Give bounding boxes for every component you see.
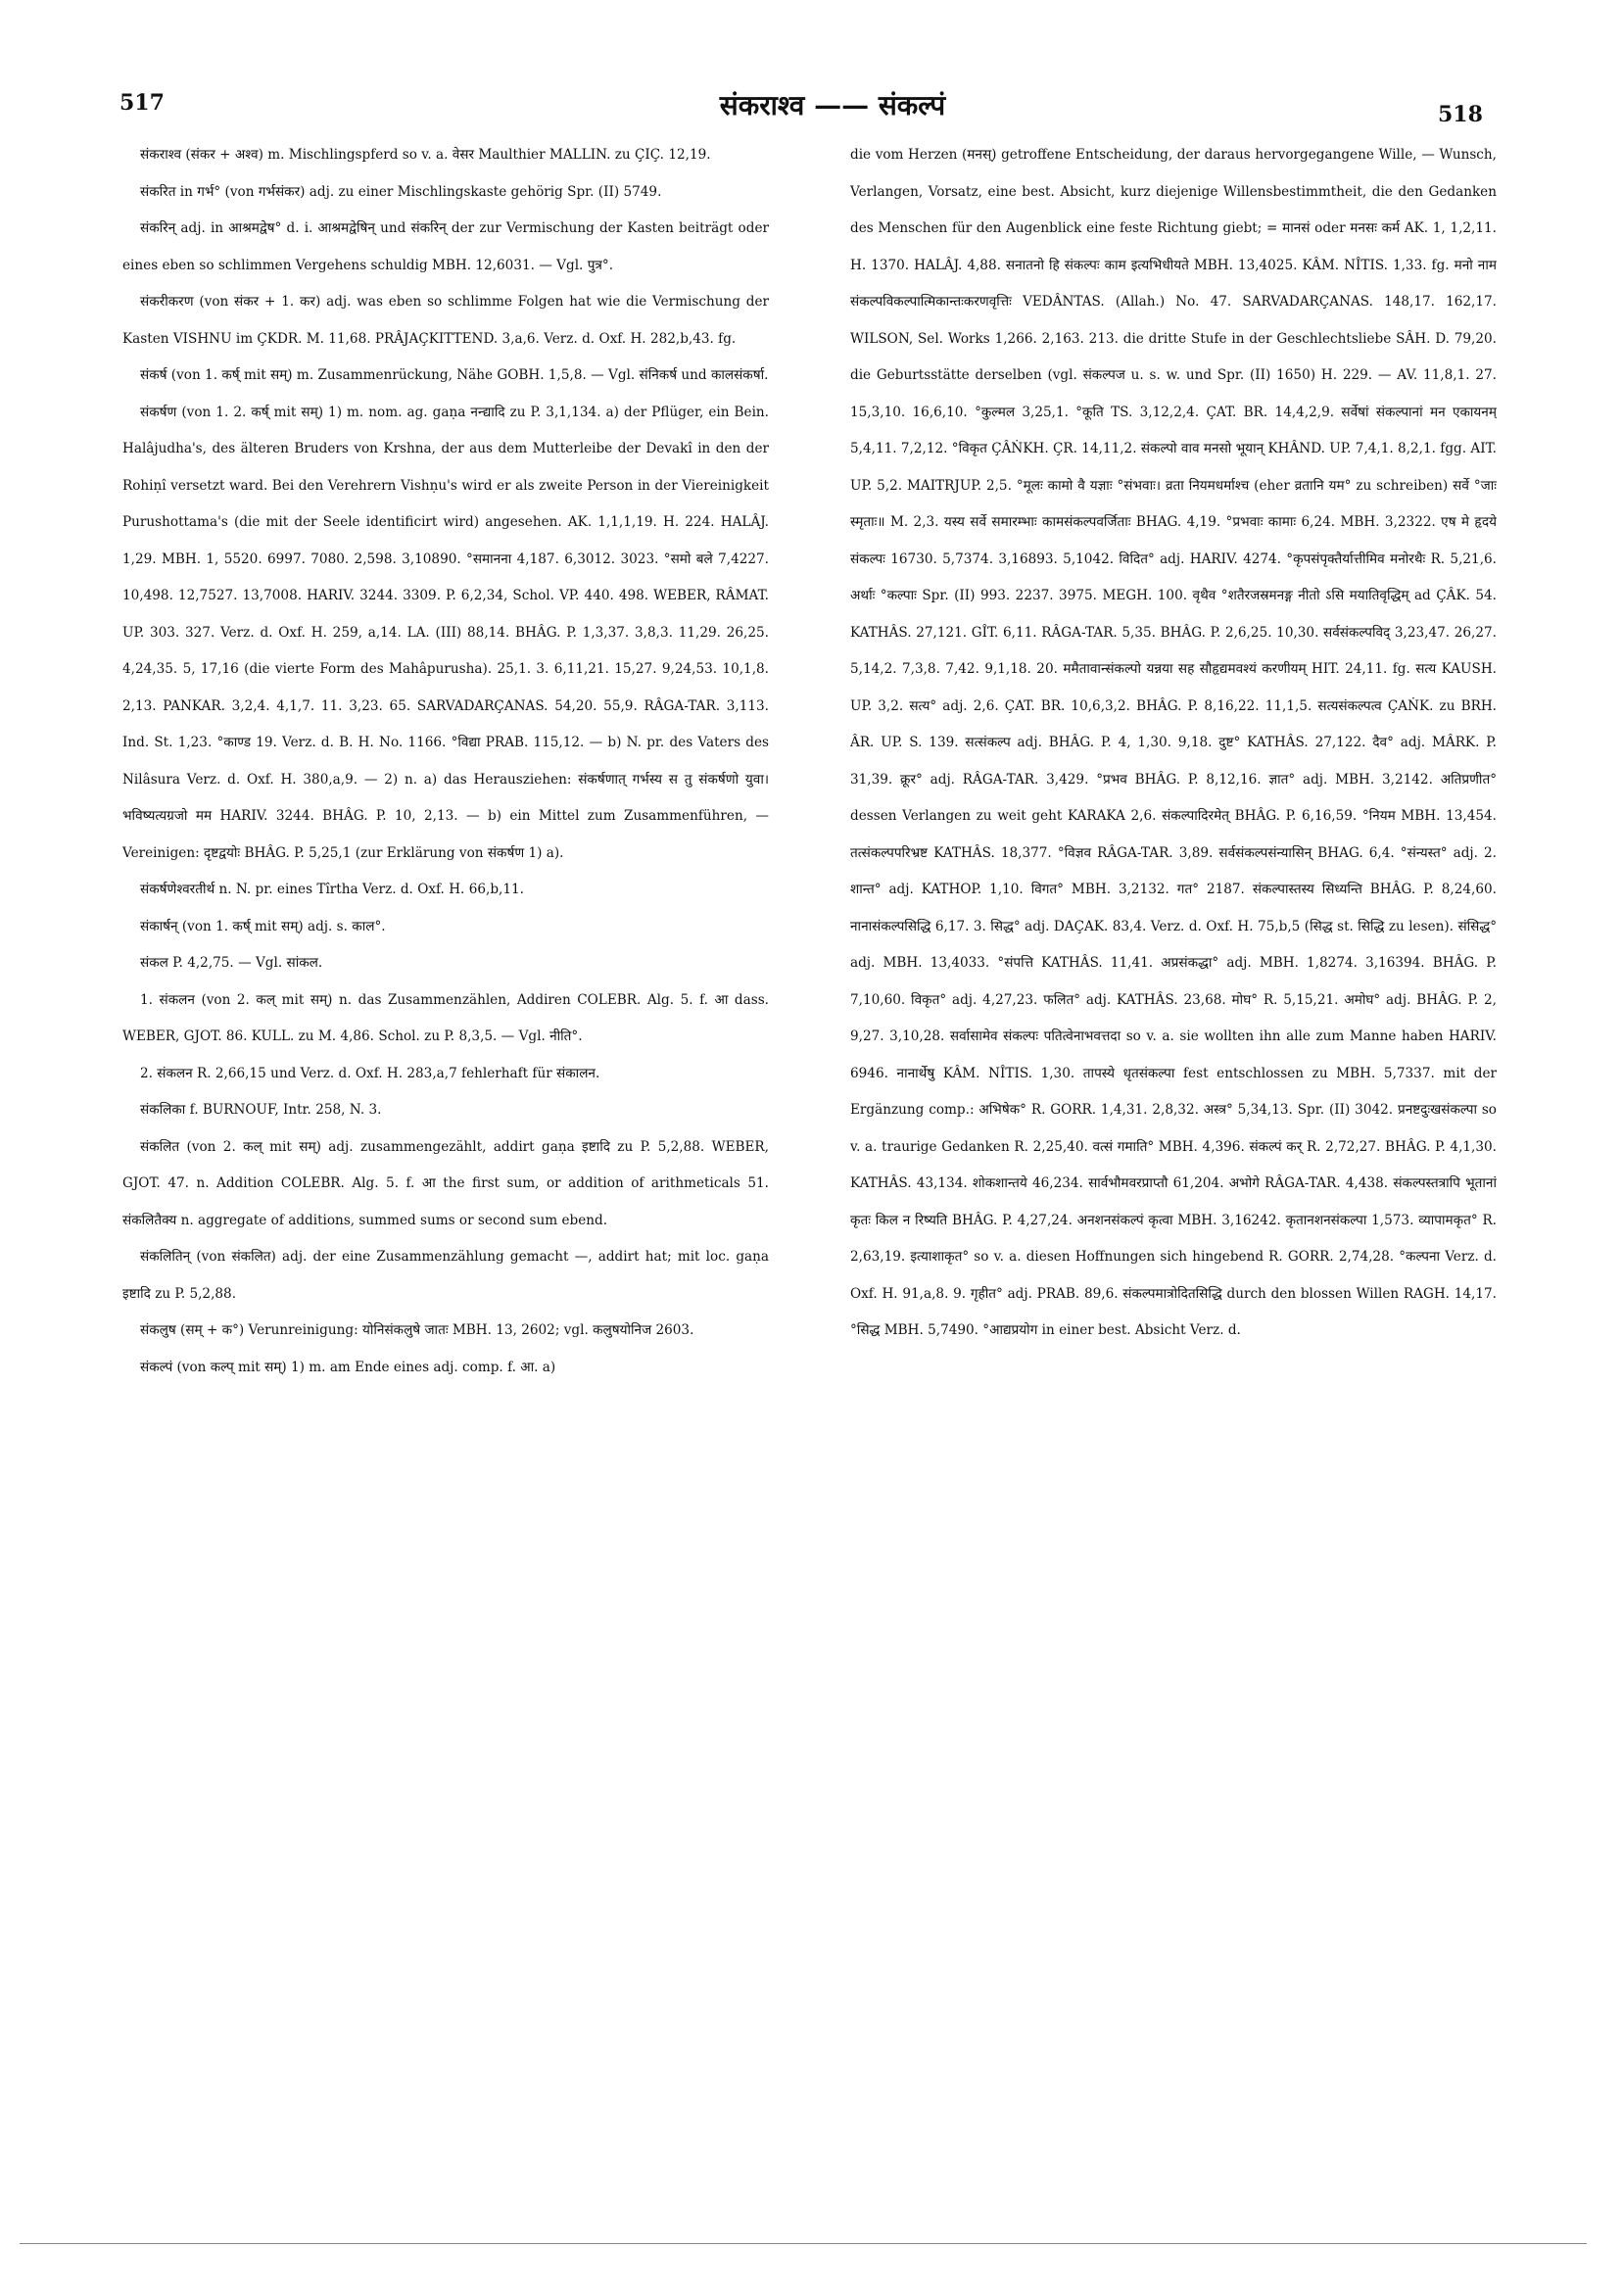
dictionary-entry: संकरित in गर्भ° (von गर्भसंकर) adj. zu einer Mischlingskaste gehörig Spr. (II) 5749. bbox=[140, 183, 662, 200]
dictionary-entry: संकलुष (सम् + क°) Verunreinigung: योनिसंकलुषे जातः MBH. 13, 2602; vgl. कलुषयोनिज 2603. bbox=[140, 1322, 694, 1338]
dictionary-entry: 1. संकलन (von 2. कल् mit सम्) n. das Zusammenzählen, Addiren COLEBR. Alg. 5. f. आ dass. WEBER, GJOT. 86. KULL. zu M. 4,86. Schol. zu P. 8,3,5. — Vgl. नीति°. bbox=[122, 991, 769, 1044]
dictionary-entry: संकर्षण (von 1. 2. कर्ष् mit सम्) 1) m. nom. ag. gaṇa नन्द्यादि zu P. 3,1,134. a) der Pflüger, ein Bein. Halâjudha's, des älteren Bruders von Krshna, der aus dem Mutterleibe der Devakî in den der Rohiṇî versetzt ward. Bei den Verehrern Vishṇu's wird er als zweite Person in der Viereinigkeit Purushottama's (die mit der Seele identificirt wird) angesehen. AK. 1,1,1,19. H. 224. HALÂJ. 1,29. MBH. 1, 5520. 6997. 7080. 2,598. 3,10890. °समानना 4,187. 6,3012. 3023. °समो बले 7,4227. 10,498. 12,7527. 13,7008. HARIV. 3244. 3309. P. 6,2,34, Schol. VP. 440. 498. WEBER, RÂMAT. UP. 303. 327. Verz. d. Oxf. H. 259, a,14. LA. (III) 88,14. BHÂG. P. 1,3,37. 3,8,3. 11,29. 26,25. 4,24,35. 5, 17,16 (die vierte Form des Mahâpurusha). 25,1. 3. 6,11,21. 15,27. 9,24,53. 10,1,8. 2,13. PANKAR. 3,2,4. 4,1,7. 11. 3,23. 65. SARVADARÇANAS. 54,20. 55,9. RÂGA-TAR. 3,113. Ind. St. 1,23. °काण्ड 19. Verz. d. B. H. No. 1166. °विद्या PRAB. 115,12. — b) N. pr. des Vaters des Nilâsura Verz. d. Oxf. H. 380,a,9. — 2) n. a) das Herausziehen: संकर्षणात् गर्भस्य स तु संकर्षणो युवा। भविष्यत्यग्रजो मम HARIV. 3244. BHÂG. P. 10, 2,13. — b) ein Mittel zum Zusammenführen, — Vereinigen: दृष्टद्वयोः BHÂG. P. 5,25,1 (zur Erklärung von संकर्षण 1) a). bbox=[122, 404, 769, 861]
dictionary-entry: संकलित (von 2. कल् mit सम्) adj. zusammengezählt, addirt gaṇa इष्टादि zu P. 5,2,88. WEBER, GJOT. 47. n. Addition COLEBR. Alg. 5. f. आ the first sum, or addition of arithmeticals 51. संकलितैक्य n. aggregate of additions, summed sums or second sum ebend. bbox=[122, 1138, 769, 1228]
left-column bbox=[122, 137, 769, 2126]
dictionary-entry: 2. संकलन R. 2,66,15 und Verz. d. Oxf. H. 283,a,7 fehlerhaft für संकालन. bbox=[140, 1065, 600, 1081]
dictionary-entry: संकलितिन् (von संकलित) adj. der eine Zusammenzählung gemacht —, addirt hat; mit loc. gaṇa इष्टादि zu P. 5,2,88. bbox=[122, 1249, 769, 1302]
bottom-rule bbox=[20, 2243, 1587, 2244]
page-header bbox=[0, 0, 1622, 137]
dictionary-entry: संकलिका f. BURNOUF, Intr. 258, N. 3. bbox=[140, 1102, 382, 1118]
dictionary-entry: संकल्पं (von कल्प् mit सम्) 1) m. am Ende eines adj. comp. f. आ. a) bbox=[140, 1359, 556, 1375]
dictionary-entry: संकराश्व (संकर + अश्व) m. Mischlingspferd so v. a. वेसर Maulthier MALLIN. zu ÇIÇ. 12,19. bbox=[140, 147, 711, 163]
dictionary-entry: संकल P. 4,2,75. — Vgl. सांकल. bbox=[140, 955, 323, 971]
dictionary-entry: संकरीकरण (von संकर + 1. कर) adj. was eben so schlimme Folgen hat wie die Vermischung der Kasten VISHNU im ÇKDR. M. 11,68. PRÂJAÇKITTEND. 3,a,6. Verz. d. Oxf. H. 282,b,43. fg. bbox=[122, 294, 769, 347]
dictionary-entry: संकर्षणेश्वरतीर्थ n. N. pr. eines Tîrtha Verz. d. Oxf. H. 66,b,11. bbox=[140, 882, 524, 897]
dictionary-entry: संकार्षन् (von 1. कर्ष् mit सम्) adj. s. काल°. bbox=[140, 918, 386, 934]
dictionary-entry-continued: die vom Herzen (मनस्) getroffene Entscheidung, der daraus hervorgegangene Wille, — Wunsch, Verlangen, Vorsatz, eine best. Absicht, kurz diejenige Willensbestimmtheit, die den Gedanken des Menschen für den Augenblick eine feste Richtung giebt; = मानसं oder मनसः कर्म AK. 1, 1,2,11. H. 1370. HALÂJ. 4,88. सनातनो हि संकल्पः काम इत्यभिधीयते MBH. 13,4025. KÂM. NÎTIS. 1,33. fg. मनो नाम संकल्पविकल्पात्मिकान्तःकरणवृत्तिः VEDÂNTAS. (Allah.) No. 47. SARVADARÇANAS. 148,17. 162,17. WILSON, Sel. Works 1,266. 2,163. 213. die dritte Stufe in der Geschlechtsliebe SÂH. D. 79,20. die Geburtsstätte derselben (vgl. संकल्पज u. s. w. und Spr. (II) 1650) H. 229. — AV. 11,8,1. 27. 15,3,10. 16,6,10. °कुल्मल 3,25,1. °कूति TS. 3,12,2,4. ÇAT. BR. 14,4,2,9. सर्वेषां संकल्पानां मन एकायनम् 5,4,11. 7,2,12. °विकृत ÇÂṄKH. ÇR. 14,11,2. संकल्पो वाव मनसो भूयान् KHÂND. UP. 7,4,1. 8,2,1. fgg. AIT. UP. 5,2. MAITRJUP. 2,5. °मूलः कामो वै यज्ञाः °संभवाः। व्रता नियमधर्माश्च (eher व्रतानि यम° zu schreiben) सर्वे °जाः स्मृताः॥ M. 2,3. यस्य सर्वे समारम्भाः कामसंकल्पवर्जिताः BHAG. 4,19. °प्रभवाः कामाः 6,24. MBH. 3,2322. एष मे हृदये संकल्पः 16730. 5,7374. 3,16893. 5,1042. विदित° adj. HARIV. 4274. °कृपसंपृक्तैर्यात्तीमिव मनोरथैः R. 5,21,6. अर्थाः °कल्पाः Spr. (II) 993. 2237. 3975. MEGH. 100. वृथैव °शतैरजस्रमनङ्ग नीतो ऽसि मयातिवृद्धिम् ad ÇÂK. 54. KATHÂS. 27,121. GÎT. 6,11. RÂGA-TAR. 5,35. BHÂG. P. 2,6,25. 10,30. सर्वसंकल्पविद् 3,23,47. 26,27. 5,14,2. 7,3,8. 7,42. 9,1,18. 20. ममैतावान्संकल्पो यन्नया सह सौहृद्यमवश्यं करणीयम् HIT. 24,11. fg. सत्य KAUSH. UP. 3,2. सत्य° adj. 2,6. ÇAT. BR. 10,6,3,2. BHÂG. P. 8,16,22. 11,1,5. सत्यसंकल्पत्व ÇAṄK. zu BRH. ÂR. UP. S. 139. सत्संकल्प adj. BHÂG. P. 4, 1,30. 9,18. दुष्ट° KATHÂS. 27,122. दैव° adj. MÂRK. P. 31,39. क्रूर° adj. RÂGA-TAR. 3,429. °प्रभव BHÂG. P. 8,12,16. ज्ञात° adj. MBH. 3,2142. अतिप्रणीत° dessen Verlangen zu weit geht KARAKA 2,6. संकल्पादिरमेत् BHÂG. P. 6,16,59. °नियम MBH. 13,454. तत्संकल्पपरिभ्रष्ट KATHÂS. 18,377. °विज्ञव RÂGA-TAR. 3,89. सर्वसंकल्पसंन्यासिन् BHAG. 6,4. °संन्यस्त° adj. 2. शान्त° adj. KATHOP. 1,10. विगत° MBH. 3,2132. गत° 2187. संकल्पास्तस्य सिध्यन्ति BHÂG. P. 8,24,60. नानासंकल्पसिद्धि 6,17. 3. सिद्ध° adj. DAÇAK. 83,4. Verz. d. Oxf. H. 75,b,5 (सिद्ध st. सिद्धि zu lesen). संसिद्ध° adj. MBH. 13,4033. °संपत्ति KATHÂS. 11,41. अप्रसंकद्धा° adj. MBH. 1,8274. 3,16394. BHÂG. P. 7,10,60. विकृत° adj. 4,27,23. फलित° adj. KATHÂS. 23,68. मोघ° R. 5,15,21. अमोघ° adj. BHÂG. P. 2, 9,27. 3,10,28. सर्वासामेव संकल्पः पतित्वेनाभवत्तदा so v. a. sie wollten ihn alle zum Manne haben HARIV. 6946. नानार्थेषु KÂM. NÎTIS. 1,30. तापस्ये धृतसंकल्पा fest entschlossen zu MBH. 5,7337. mit der Ergänzung comp.: अभिषेक° R. GORR. 1,4,31. 2,8,32. अस्त्र° 5,34,13. Spr. (II) 3042. प्रनष्टदुःखसंकल्पा so v. a. traurige Gedanken R. 2,25,40. वत्सं गमाति° MBH. 4,396. संकल्पं कर् R. 2,72,27. BHÂG. P. 4,1,30. KATHÂS. 43,134. शोकशान्तये 46,234. सार्वभौमवरप्राप्तौ 61,204. अभोगे RÂGA-TAR. 4,438. संकल्पस्तत्रापि भूतानां कृतः किल न रिष्यति BHÂG. P. 4,27,24. अनशनसंकल्पं कृत्वा MBH. 3,16242. कृतानशनसंकल्पा 1,573. व्यापामकृत° R. 2,63,19. इत्याशाकृत° so v. a. diesen Hoffnungen sich hingebend R. GORR. 2,74,28. °कल्पना Verz. d. Oxf. H. 91,a,8. 9. गृहीत° adj. PRAB. 89,6. संकल्पमात्रोदितसिद्धि durch den blossen Willen RAGH. 14,17. °सिद्ध MBH. 5,7490. °आद्यप्रयोग in einer best. Absicht Verz. d. bbox=[850, 147, 1497, 1338]
right-column bbox=[850, 137, 1497, 2126]
dictionary-entry: संकर्ष (von 1. कर्ष् mit सम्) m. Zusammenrückung, Nähe GOBH. 1,5,8. — Vgl. संनिकर्ष und कालसंकर्षा. bbox=[140, 367, 769, 383]
dictionary-entry: संकरिन् adj. in आश्रमद्वेष° d. i. आश्रमद्वेषिन् und संकरिन् der zur Vermischung der Kasten beiträgt oder eines eben so schlimmen Vergehens schuldig MBH. 12,6031. — Vgl. पुत्र°. bbox=[122, 220, 769, 273]
running-title: संकराश्व —— संकल्पं bbox=[719, 89, 946, 121]
page-number-left: 517 bbox=[119, 90, 165, 116]
page-number-right: 518 bbox=[1438, 102, 1483, 127]
